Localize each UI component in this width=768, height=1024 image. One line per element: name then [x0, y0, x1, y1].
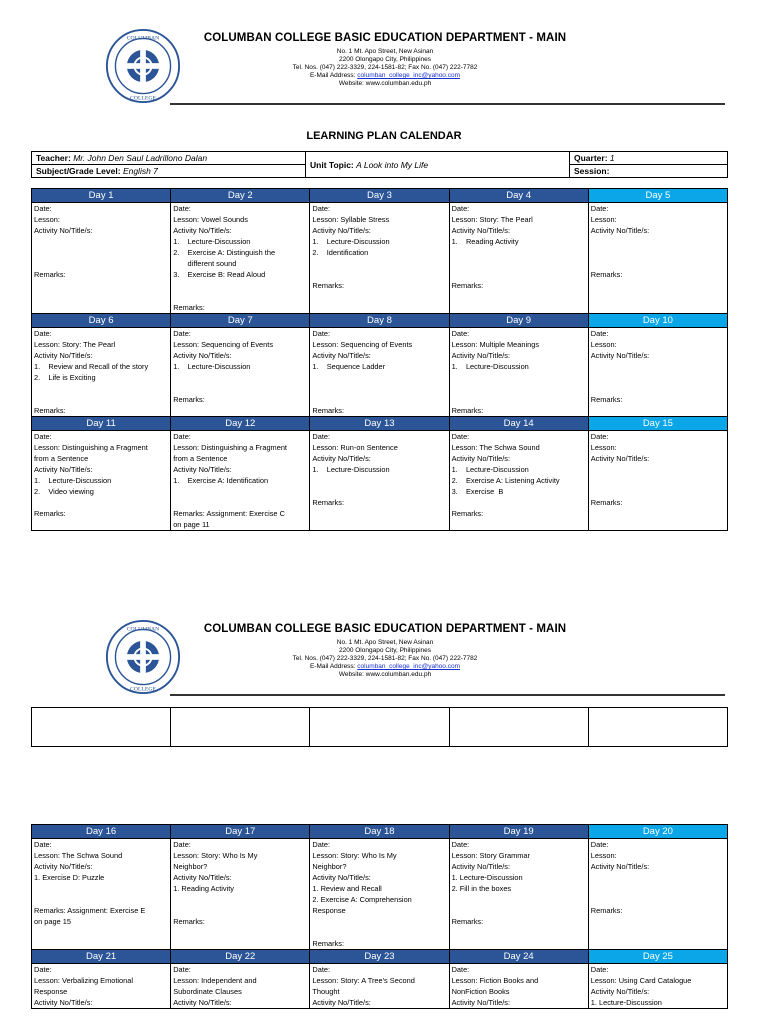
day-cell [588, 839, 727, 950]
school-logo [105, 619, 181, 695]
cell-line: 2. Video viewing [34, 487, 94, 496]
cell-line: 1. Review and Recall [312, 884, 382, 893]
day-header: Day 15 [588, 417, 727, 431]
cell-line: Remarks: [590, 395, 623, 404]
day-cell [171, 964, 310, 1009]
school-name: COLUMBAN COLLEGE BASIC EDUCATION DEPARTMENT - MAIN [203, 623, 567, 635]
cell-line: Lesson: The Schwa Sound [34, 851, 123, 860]
cell-line: Date: [451, 329, 470, 338]
city-line: 2200 Olongapo City, Philippines [338, 56, 432, 63]
day-cell [32, 203, 171, 314]
cell-line: Date: [173, 329, 191, 338]
svg-text:COLLEGE: COLLEGE [130, 95, 156, 102]
day-header: Day 7 [171, 314, 310, 328]
cell-line: Date: [312, 965, 331, 974]
cell-line [591, 894, 725, 905]
cell-line: Date: [590, 965, 609, 974]
cell-line: Date: [34, 965, 52, 974]
cell-line: 2. Identification [312, 248, 369, 257]
cell-line: 1. Lecture-Discussion [451, 465, 529, 474]
cell-line: Lesson: Fiction Books and [451, 976, 539, 985]
cell-line: Remarks: [451, 281, 484, 290]
email-link[interactable]: columban_college_inc@yahoo.com [357, 663, 461, 670]
website-line: Website: www.columban.edu.ph [338, 671, 432, 678]
cell-line: Activity No/Title/s: [34, 351, 93, 360]
cell-line [312, 916, 446, 927]
cell-line: Remarks: [34, 270, 66, 279]
cell-line: Activity No/Title/s: [590, 862, 650, 871]
empty-cell [32, 708, 171, 747]
cell-line [34, 280, 168, 291]
cell-line: 2. Exercise A: Distinguish the [173, 248, 276, 257]
day-header: Day 23 [310, 950, 449, 964]
cell-line: Activity No/Title/s: [312, 998, 371, 1007]
cell-line: 1. Lecture-Discussion [173, 362, 251, 371]
calendar-table-1 [31, 188, 728, 531]
day-cell [449, 964, 588, 1009]
day-content-row [32, 203, 728, 314]
cell-line: Activity No/Title/s: [312, 454, 371, 463]
cell-line [312, 372, 446, 383]
cell-line: Date: [451, 204, 470, 213]
cell-line [312, 394, 446, 405]
cell-line: 3. Exercise B: Read Aloud [173, 270, 266, 279]
day-cell [449, 431, 588, 531]
cell-line: Remarks: [173, 395, 205, 404]
cell-line: Activity No/Title/s: [173, 465, 232, 474]
cell-line: Lesson: [590, 215, 617, 224]
day-cell [588, 328, 727, 417]
header-divider-2 [170, 694, 725, 696]
day-header-row [32, 825, 728, 839]
cell-line [591, 247, 725, 258]
cell-line: Thought [312, 987, 340, 996]
day-header: Day 10 [588, 314, 727, 328]
cell-line: Activity No/Title/s: [590, 351, 650, 360]
cell-line: Date: [451, 965, 470, 974]
day-header: Day 22 [171, 950, 310, 964]
cell-line [34, 883, 168, 894]
cell-line: 2. Fill in the boxes [451, 884, 512, 893]
plan-title: LEARNING PLAN CALENDAR [306, 130, 462, 142]
cell-line: 2. Exercise A: Listening Activity [451, 476, 560, 485]
day-header: Day 13 [310, 417, 449, 431]
day-header-row [32, 314, 728, 328]
day-cell [171, 431, 310, 531]
cell-line: Remarks: [312, 406, 344, 415]
cell-line: Lesson: [590, 340, 617, 349]
cell-line: Lesson: Story Grammar [451, 851, 531, 860]
cell-line [591, 383, 725, 394]
cell-line: Lesson: Sequencing of Events [173, 340, 274, 349]
cell-line: Response [312, 906, 346, 915]
cell-line [173, 280, 307, 291]
day-cell [588, 964, 727, 1009]
cell-line [173, 383, 307, 394]
day-content-row [32, 431, 728, 531]
day-cell [32, 328, 171, 417]
cell-line: 1. Lecture-Discussion [312, 465, 390, 474]
cell-line: Lesson: Story: The Pearl [34, 340, 116, 349]
email-label: E-Mail Address: [309, 72, 358, 79]
teacher-cell: Teacher: Mr. John Den Saul Ladrillono Dalan [32, 152, 306, 165]
unit-topic-value: A Look into My Life [356, 159, 429, 170]
cell-line: Date: [173, 840, 191, 849]
cell-line [591, 361, 725, 372]
cell-line [452, 383, 586, 394]
page-header-2 [0, 613, 768, 703]
cell-line: Date: [590, 432, 609, 441]
cell-line: Date: [312, 840, 331, 849]
cell-line: Remarks: [590, 906, 623, 915]
cell-line: Lesson: [34, 215, 60, 224]
cell-line [34, 258, 168, 269]
plan-info-table [31, 151, 728, 178]
day-header: Day 17 [171, 825, 310, 839]
day-content-row [32, 839, 728, 950]
cell-line [312, 269, 446, 280]
cell-line: Date: [312, 432, 331, 441]
city-line: 2200 Olongapo City, Philippines [338, 647, 432, 654]
cell-line [34, 383, 168, 394]
tel-line: Tel. Nos. (047) 222-3329, 224-1581-82; Fax No. (047) 222-7782 [292, 655, 478, 662]
day-header: Day 24 [449, 950, 588, 964]
cell-line [34, 247, 168, 258]
cell-line: on page 15 [34, 917, 71, 926]
day-cell [449, 839, 588, 950]
empty-row-table [31, 707, 728, 747]
cell-line [312, 383, 446, 394]
cell-line: 2. Life is Exciting [34, 373, 96, 382]
cell-line: Remarks: [34, 509, 66, 518]
cell-line: Activity No/Title/s: [173, 998, 232, 1007]
day-header: Day 25 [588, 950, 727, 964]
day-header: Day 9 [449, 314, 588, 328]
cell-line: Lesson: [590, 851, 617, 860]
day-header: Day 11 [32, 417, 171, 431]
school-name: COLUMBAN COLLEGE BASIC EDUCATION DEPARTMENT - MAIN [203, 32, 567, 44]
cell-line: Date: [34, 329, 52, 338]
cell-line: from a Sentence [173, 454, 228, 463]
day-header: Day 14 [449, 417, 588, 431]
cell-line: Lesson: Verbalizing Emotional [34, 976, 134, 985]
cell-line: Remarks: [451, 917, 484, 926]
cell-line: Remarks: Assignment: Exercise C [173, 509, 285, 518]
school-info [190, 623, 580, 679]
day-cell [449, 328, 588, 417]
cell-line [173, 372, 307, 383]
cell-line: Lesson: Multiple Meanings [451, 340, 540, 349]
cell-line: different sound [173, 259, 237, 268]
cell-line: 1. Lecture-Discussion [451, 362, 529, 371]
cell-line [312, 475, 446, 486]
day-header: Day 3 [310, 189, 449, 203]
day-header-row [32, 417, 728, 431]
day-cell [310, 964, 449, 1009]
svg-text:COLLEGE: COLLEGE [130, 686, 156, 693]
cell-line: NonFiction Books [451, 987, 510, 996]
cell-line: Date: [451, 432, 470, 441]
cell-line [312, 486, 446, 497]
day-cell [310, 328, 449, 417]
svg-text:COLUMBAN: COLUMBAN [126, 35, 160, 42]
cell-line: 1. Reading Activity [173, 884, 234, 893]
subject-value: English 7 [122, 166, 158, 176]
day-content-row [32, 328, 728, 417]
svg-text:COLUMBAN: COLUMBAN [126, 626, 160, 633]
cell-line [452, 497, 586, 508]
cell-line [452, 258, 586, 269]
email-label: E-Mail Address: [309, 663, 358, 670]
cell-line: Lesson: Syllable Stress [312, 215, 390, 224]
cell-line [591, 372, 725, 383]
day-cell [310, 203, 449, 314]
cell-line: Date: [173, 965, 191, 974]
cell-line [591, 475, 725, 486]
day-content-row [32, 964, 728, 1009]
day-header: Day 4 [449, 189, 588, 203]
day-header: Day 6 [32, 314, 171, 328]
cell-line: Remarks: [34, 406, 66, 415]
cell-line: 1. Lecture-Discussion [312, 237, 390, 246]
cell-line: Lesson: The Schwa Sound [451, 443, 540, 452]
session-cell: Session: [570, 165, 728, 178]
cell-line: Activity No/Title/s: [590, 226, 650, 235]
cell-line: Date: [590, 204, 609, 213]
cell-line [452, 905, 586, 916]
cell-line: Remarks: [451, 406, 484, 415]
cell-line: 1. Lecture-Discussion [590, 998, 662, 1007]
email-line [190, 72, 580, 80]
tel-line: Tel. Nos. (047) 222-3329, 224-1581-82; Fax No. (047) 222-7782 [292, 64, 478, 71]
cell-line [173, 894, 307, 905]
day-cell [171, 328, 310, 417]
cell-line: 1. Sequence Ladder [312, 362, 386, 371]
day-header: Day 12 [171, 417, 310, 431]
cell-line: Response [34, 987, 68, 996]
day-header: Day 18 [310, 825, 449, 839]
cell-line: Lesson: Distinguishing a Fragment [173, 443, 287, 452]
empty-cell [171, 708, 310, 747]
cell-line: on page 11 [173, 520, 210, 529]
empty-cell [449, 708, 588, 747]
cell-line: Remarks: [590, 270, 623, 279]
cell-line [34, 236, 168, 247]
cell-line: 1. Lecture-Discussion [173, 237, 251, 246]
day-cell [310, 431, 449, 531]
cell-line: 2. Exercise A: Comprehension [312, 895, 412, 904]
cell-line: Remarks: [173, 917, 205, 926]
subject-cell: Subject/Grade Level: English 7 [32, 165, 306, 178]
cell-line: Date: [34, 432, 52, 441]
email-link[interactable]: columban_college_inc@yahoo.com [357, 72, 461, 79]
cell-line: Activity No/Title/s: [34, 226, 93, 235]
day-cell [171, 203, 310, 314]
unit-topic-cell: Unit Topic: A Look into My Life [306, 152, 570, 178]
cell-line [312, 927, 446, 938]
day-header: Day 8 [310, 314, 449, 328]
cell-line: Lesson: Story: Who Is My [312, 851, 397, 860]
day-header: Day 19 [449, 825, 588, 839]
day-header: Day 1 [32, 189, 171, 203]
cell-line: Activity No/Title/s: [173, 226, 232, 235]
cell-line: Date: [590, 840, 609, 849]
cell-line: Activity No/Title/s: [451, 454, 511, 463]
cell-line [173, 291, 307, 302]
school-info [190, 32, 580, 88]
cell-line [173, 497, 307, 508]
cell-line: Activity No/Title/s: [312, 226, 371, 235]
cell-line: Activity No/Title/s: [34, 465, 93, 474]
cell-line: Lesson: Story: The Pearl [451, 215, 533, 224]
cell-line: 1. Lecture-Discussion [451, 873, 523, 882]
quarter-cell: Quarter: 1 [570, 152, 728, 165]
day-header: Day 21 [32, 950, 171, 964]
address-line: No. 1 Mt. Apo Street, New Asinan [336, 639, 434, 646]
cell-line: Lesson: [590, 443, 617, 452]
empty-cell [310, 708, 449, 747]
cell-line [591, 258, 725, 269]
cell-line: Activity No/Title/s: [312, 873, 371, 882]
cell-line: from a Sentence [34, 454, 89, 463]
cell-line: Subordinate Clauses [173, 987, 242, 996]
quarter-value: 1 [609, 153, 615, 163]
day-header-row [32, 189, 728, 203]
website-line: Website: www.columban.edu.ph [338, 80, 432, 87]
day-cell [449, 203, 588, 314]
cell-line: 1. Review and Recall of the story [34, 362, 149, 371]
cell-line: Activity No/Title/s: [590, 987, 650, 996]
cell-line: Lesson: Using Card Catalogue [590, 976, 692, 985]
day-cell [588, 431, 727, 531]
cell-line [173, 905, 307, 916]
cell-line: Remarks: [312, 939, 344, 948]
cell-line: Date: [34, 840, 52, 849]
cell-line [591, 486, 725, 497]
header-divider-1 [170, 103, 725, 105]
cell-line: Date: [173, 204, 191, 213]
day-cell [32, 839, 171, 950]
cell-line: Activity No/Title/s: [451, 226, 511, 235]
cell-line: Activity No/Title/s: [451, 862, 511, 871]
day-cell [32, 431, 171, 531]
cell-line: Lesson: Distinguishing a Fragment [34, 443, 148, 452]
cell-line: Remarks: [590, 498, 623, 507]
cell-line [452, 372, 586, 383]
cell-line: Activity No/Title/s: [34, 998, 93, 1007]
school-address [190, 639, 580, 679]
cell-line: Activity No/Title/s: [34, 862, 93, 871]
cell-line [591, 872, 725, 883]
cell-line [34, 394, 168, 405]
cell-line: Lesson: Story: Who Is My [173, 851, 258, 860]
cell-line [34, 894, 168, 905]
cell-line: Activity No/Title/s: [590, 454, 650, 463]
school-logo [105, 28, 181, 104]
cell-line: Remarks: [451, 509, 484, 518]
cell-line: Neighbor? [312, 862, 347, 871]
cell-line: Lesson: Run-on Sentence [312, 443, 398, 452]
cell-line: Lesson: Sequencing of Events [312, 340, 413, 349]
cell-line: Neighbor? [173, 862, 208, 871]
cell-line [591, 883, 725, 894]
cell-line: 1. Reading Activity [451, 237, 519, 246]
cell-line: Date: [312, 204, 331, 213]
page-header-1 [0, 22, 768, 112]
calendar-table-2 [31, 824, 728, 1009]
day-cell [310, 839, 449, 950]
day-header: Day 20 [588, 825, 727, 839]
cell-line: Remarks: [312, 281, 344, 290]
teacher-value: Mr. John Den Saul Ladrillono Dalan [73, 153, 208, 163]
cell-line: Date: [312, 329, 331, 338]
cell-line: Lesson: Independent and [173, 976, 257, 985]
day-header: Day 16 [32, 825, 171, 839]
cell-line [452, 394, 586, 405]
cell-line [452, 894, 586, 905]
cell-line: Remarks: [312, 498, 344, 507]
cell-line [452, 269, 586, 280]
day-cell [32, 964, 171, 1009]
empty-cell [588, 708, 727, 747]
cell-line: Remarks: Assignment: Exercise E [34, 906, 146, 915]
cell-line: Remarks: [173, 303, 205, 312]
day-header: Day 2 [171, 189, 310, 203]
school-address [190, 48, 580, 88]
cell-line [312, 258, 446, 269]
cell-line [173, 486, 307, 497]
cell-line [591, 464, 725, 475]
cell-line: Activity No/Title/s: [173, 873, 232, 882]
cell-line: Date: [590, 329, 609, 338]
cell-line [34, 497, 168, 508]
cell-line: Lesson: Vowel Sounds [173, 215, 248, 224]
email-line [190, 663, 580, 671]
cell-line: Activity No/Title/s: [451, 998, 511, 1007]
cell-line: Date: [173, 432, 191, 441]
cell-line: Activity No/Title/s: [451, 351, 511, 360]
cell-line [591, 236, 725, 247]
address-line: No. 1 Mt. Apo Street, New Asinan [336, 48, 434, 55]
cell-line: 1. Lecture-Discussion [34, 476, 112, 485]
cell-line: Date: [34, 204, 52, 213]
cell-line: Lesson: Story: A Tree's Second [312, 976, 415, 985]
cell-line: 1. Exercise A: Identification [173, 476, 269, 485]
cell-line: Activity No/Title/s: [312, 351, 371, 360]
cell-line: 3. Exercise B [451, 487, 504, 496]
cell-line: Activity No/Title/s: [173, 351, 232, 360]
day-header-row [32, 950, 728, 964]
cell-line: 1. Exercise D: Puzzle [34, 873, 105, 882]
day-header: Day 5 [588, 189, 727, 203]
day-cell [588, 203, 727, 314]
cell-line: Date: [451, 840, 470, 849]
day-cell [171, 839, 310, 950]
cell-line [452, 247, 586, 258]
